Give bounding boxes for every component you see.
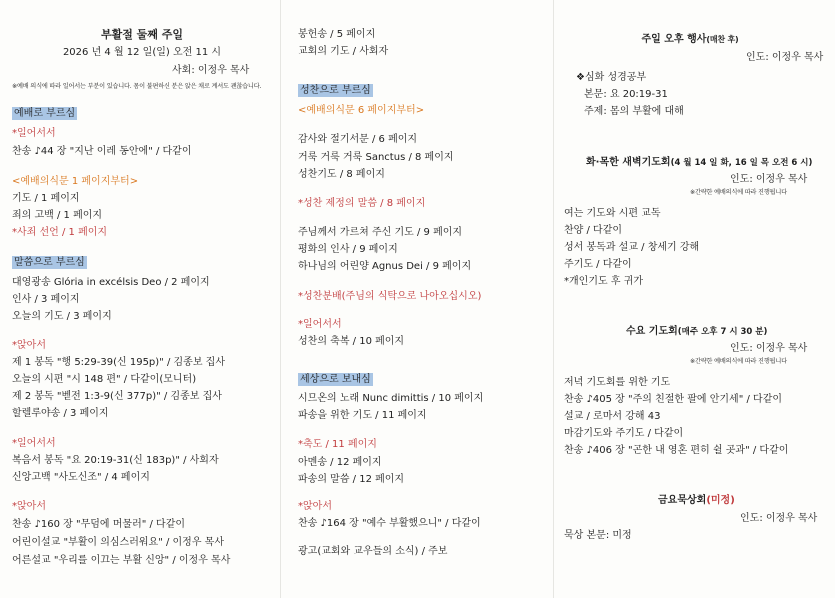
- sanctus-item: 거룩 거룩 거룩 Sanctus / 8 페이지: [298, 152, 454, 163]
- alleluia-item: 할렐루야송 / 3 페이지: [12, 408, 109, 419]
- gospel-reading: 복음서 봉독 "요 20:19-31(신 183p)" / 사회자: [12, 455, 219, 466]
- wednesday-note: ※간략한 예배의식에 따라 진행됩니다: [690, 358, 787, 365]
- presider: 사회: 이정우 목사: [172, 65, 250, 76]
- wednesday-item-5: 찬송 ♪406 장 "곤한 내 영혼 편히 쉴 곳과" / 다같이: [564, 445, 789, 456]
- nunc-dimittis-item: 시므온의 노래 Nunc dimittis / 10 페이지: [298, 393, 484, 404]
- thanksgiving-item: 감사와 절기서문 / 6 페이지: [298, 134, 418, 145]
- dawn-item-4: 주기도 / 다같이: [564, 259, 632, 270]
- dawn-prayer-note: ※간략한 예배의식에 따라 진행됩니다: [690, 189, 787, 196]
- wednesday-item-3: 설교 / 로마서 강해 43: [564, 411, 661, 422]
- offertory-item: 봉헌송 / 5 페이지: [298, 29, 376, 40]
- afternoon-leader: 인도: 이정우 목사: [746, 52, 824, 63]
- service-date: 2026 년 4 월 12 일(일) 오전 11 시: [62, 47, 222, 58]
- afternoon-event-title: 주일 오후 행사(매찬 후): [641, 34, 739, 45]
- sending-prayer-item: 파송을 위한 기도 / 11 페이지: [298, 410, 427, 421]
- sit-cue: *앉아서: [12, 501, 46, 512]
- friday-meditation-title: 금요묵상회(미정): [658, 495, 735, 506]
- peace-item: 평화의 인사 / 9 페이지: [298, 244, 398, 255]
- bible-study-text: 본문: 요 20:19-31: [584, 89, 668, 100]
- bible-study-title: ❖심화 성경공부: [576, 72, 647, 83]
- fold-line-left: [280, 0, 281, 598]
- amen-item: 아멘송 / 12 페이지: [298, 457, 382, 468]
- collect-item: 오늘의 기도 / 3 페이지: [12, 311, 112, 322]
- church-prayer-item: 교회의 기도 / 사회자: [298, 46, 389, 57]
- sit-cue: *앉아서: [298, 501, 332, 512]
- gloria-item: 대영광송 Glória in excélsis Deo / 2 페이지: [12, 277, 210, 288]
- adult-sermon: 어른설교 "우리를 이끄는 부활 신앙" / 이정우 목사: [12, 555, 231, 566]
- wednesday-prayer-title: 수요 기도회(매주 오후 7 시 30 분): [626, 326, 768, 337]
- wednesday-item-4: 마감기도와 주기도 / 다같이: [564, 428, 684, 439]
- friday-leader: 인도: 이정우 목사: [740, 513, 818, 524]
- liturgy-page-1-note: <예배의식문 1 페이지부터>: [12, 176, 139, 187]
- absolution-item: *사죄 선언 / 1 페이지: [12, 227, 108, 238]
- section-word: 말씀으로 부르심: [14, 257, 85, 268]
- fold-line-right: [553, 0, 554, 598]
- prayer-item: 기도 / 1 페이지: [12, 193, 80, 204]
- dawn-item-5: *개인기도 후 귀가: [564, 276, 643, 287]
- confession-item: 죄의 고백 / 1 페이지: [12, 210, 103, 221]
- service-title: 부활절 둘째 주일: [100, 28, 184, 41]
- friday-text: 묵상 본문: 미정: [564, 530, 632, 541]
- sit-cue: *앉아서: [12, 340, 46, 351]
- first-reading: 제 1 봉독 "행 5:29-39(신 195p)" / 김종보 집사: [12, 357, 225, 368]
- standing-notice: ※예배 의식에 따라 일어서는 부분이 있습니다. 몸이 불편하신 분은 앉은 채로 계셔도 괜찮습니다.: [12, 83, 262, 90]
- greeting-item: 인사 / 3 페이지: [12, 294, 80, 305]
- dawn-item-1: 여는 기도와 시편 교독: [564, 208, 661, 219]
- section-communion: 성찬으로 부르심: [300, 85, 371, 96]
- dawn-prayer-title: 화·목한 새벽기도회(4 월 14 일 화, 16 일 목 오전 6 시): [586, 157, 813, 168]
- hymn-164: 찬송 ♪164 장 "예수 부활했으니" / 다같이: [298, 518, 481, 529]
- children-sermon: 어린이설교 "부활이 의심스러워요" / 이정우 목사: [12, 537, 225, 548]
- hymn-160: 찬송 ♪160 장 "무덤에 머물러" / 다같이: [12, 519, 186, 530]
- agnus-dei-item: 하나님의 어린양 Agnus Dei / 9 페이지: [298, 261, 472, 272]
- psalm-item: 오늘의 시편 "시 148 편" / 다같이(모니터): [12, 374, 197, 385]
- hymn-44: 찬송 ♪44 장 "지난 이레 동안에" / 다같이: [12, 146, 192, 157]
- stand-cue: *일어서서: [298, 319, 342, 330]
- announcements-item: 광고(교회와 교우들의 소식) / 주보: [298, 546, 448, 557]
- dawn-item-3: 성서 봉독과 설교 / 창세기 강해: [564, 242, 700, 253]
- communion-blessing-item: 성찬의 축복 / 10 페이지: [298, 336, 405, 347]
- eucharistic-prayer-item: 성찬기도 / 8 페이지: [298, 169, 385, 180]
- stand-cue: *일어서서: [12, 128, 56, 139]
- sending-word-item: 파송의 말씀 / 12 페이지: [298, 474, 405, 485]
- wednesday-item-1: 저녁 기도회를 위한 기도: [564, 377, 671, 388]
- benediction-item: *축도 / 11 페이지: [298, 439, 377, 450]
- lords-prayer-item: 주님께서 가르쳐 주신 기도 / 9 페이지: [298, 227, 463, 238]
- liturgy-page-6-note: <예배의식문 6 페이지부터>: [298, 105, 425, 116]
- stand-cue: *일어서서: [12, 438, 56, 449]
- wednesday-leader: 인도: 이정우 목사: [730, 343, 808, 354]
- wednesday-item-2: 찬송 ♪405 장 "주의 친절한 팔에 안기세" / 다같이: [564, 394, 783, 405]
- dawn-item-2: 찬양 / 다같이: [564, 225, 623, 236]
- creed-item: 신앙고백 "사도신조" / 4 페이지: [12, 472, 150, 483]
- section-sending: 세상으로 보내심: [300, 374, 371, 385]
- dawn-prayer-leader: 인도: 이정우 목사: [730, 174, 808, 185]
- bible-study-theme: 주제: 몸의 부활에 대해: [584, 106, 684, 117]
- section-call-to-worship: 예배로 부르심: [14, 108, 76, 119]
- distribution-item: *성찬분배(주님의 식탁으로 나아오십시오): [298, 291, 482, 302]
- second-reading: 제 2 봉독 "벧전 1:3-9(신 377p)" / 김종보 집사: [12, 391, 222, 402]
- institution-item: *성찬 제정의 말씀 / 8 페이지: [298, 198, 426, 209]
